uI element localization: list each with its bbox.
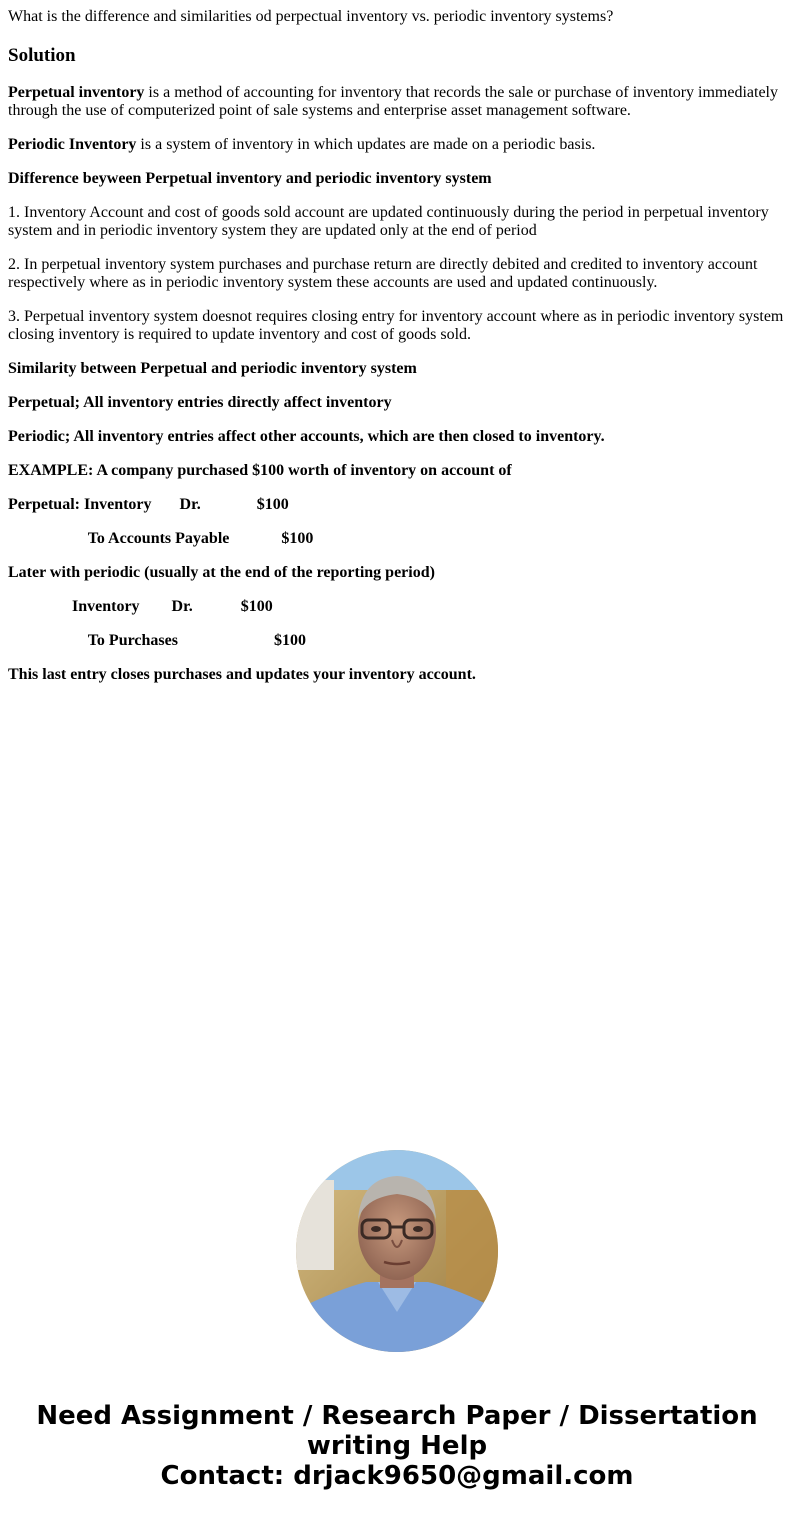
periodic-note-text: Periodic; All inventory entries affect other accounts, which are then closed to inventory.: [8, 428, 605, 445]
question-text: What is the difference and similarities od perpectual inventory vs. periodic inventory systems?: [8, 8, 614, 25]
journal-perpetual-line-2: [8, 530, 786, 548]
closing-note: [8, 666, 786, 684]
perpetual-definition-text: is a method of accounting for inventory that records the sale or purchase of inventory immediately through the use of computerized point of sale systems and enterprise asset management software.: [8, 84, 778, 119]
perpetual-note-text: Perpetual; All inventory entries directly affect inventory: [8, 394, 392, 411]
similarity-heading-text: Similarity between Perpetual and periodic inventory system: [8, 360, 417, 377]
document-body: [8, 8, 786, 684]
solution-heading: Solution: [8, 45, 76, 66]
perpetual-note: [8, 394, 786, 412]
closing-note-text: This last entry closes purchases and updates your inventory account.: [8, 666, 476, 683]
promo-line-1: Need Assignment / Research Paper / Dissertation: [36, 1401, 758, 1431]
difference-item-2: 2. In perpetual inventory system purchases and purchase return are directly debited and credited to inventory account respectively where as in periodic inventory system these accounts are used and updated continuously.: [8, 256, 758, 291]
difference-heading-text: Difference beyween Perpetual inventory and periodic inventory system: [8, 170, 492, 187]
periodic-definition-text: is a system of inventory in which updates are made on a periodic basis.: [136, 136, 596, 153]
perpetual-term: Perpetual inventory: [8, 84, 145, 101]
journal-later-line: [8, 564, 786, 582]
difference-heading: [8, 170, 786, 188]
periodic-note: [8, 428, 786, 446]
journal-periodic-line-1: [8, 598, 786, 616]
journal-periodic-line-2: [8, 632, 786, 650]
journal-periodic-line-1-text: Inventory Dr. $100: [8, 598, 273, 615]
promo-banner: [0, 1150, 794, 1491]
difference-item-1: 1. Inventory Account and cost of goods sold account are updated continuously during the period in perpetual inventory system and in periodic inventory system they are updated only at the end of period: [8, 204, 769, 239]
journal-perpetual-line-1-text: Perpetual: Inventory Dr. $100: [8, 496, 289, 513]
similarity-heading: [8, 360, 786, 378]
journal-perpetual-line-1: [8, 496, 786, 514]
periodic-definition: [8, 136, 786, 154]
avatar-photo: [296, 1150, 498, 1352]
promo-line-3: Contact: drjack9650@gmail.com: [160, 1461, 634, 1491]
journal-later-line-text: Later with periodic (usually at the end of the reporting period): [8, 564, 435, 581]
perpetual-definition: [8, 84, 786, 120]
example-heading: [8, 462, 786, 480]
example-heading-text: EXAMPLE: A company purchased $100 worth of inventory on account of: [8, 462, 512, 479]
periodic-term: Periodic Inventory: [8, 136, 137, 153]
avatar: [296, 1150, 498, 1352]
promo-text: [0, 1401, 794, 1491]
journal-perpetual-line-2-text: To Accounts Payable $100: [8, 530, 314, 547]
promo-line-2: writing Help: [306, 1431, 488, 1461]
journal-periodic-line-2-text: To Purchases $100: [8, 632, 306, 649]
difference-item-3: 3. Perpetual inventory system doesnot requires closing entry for inventory account where as in periodic inventory system closing inventory is required to update inventory and cost of goods sold.: [8, 308, 784, 343]
